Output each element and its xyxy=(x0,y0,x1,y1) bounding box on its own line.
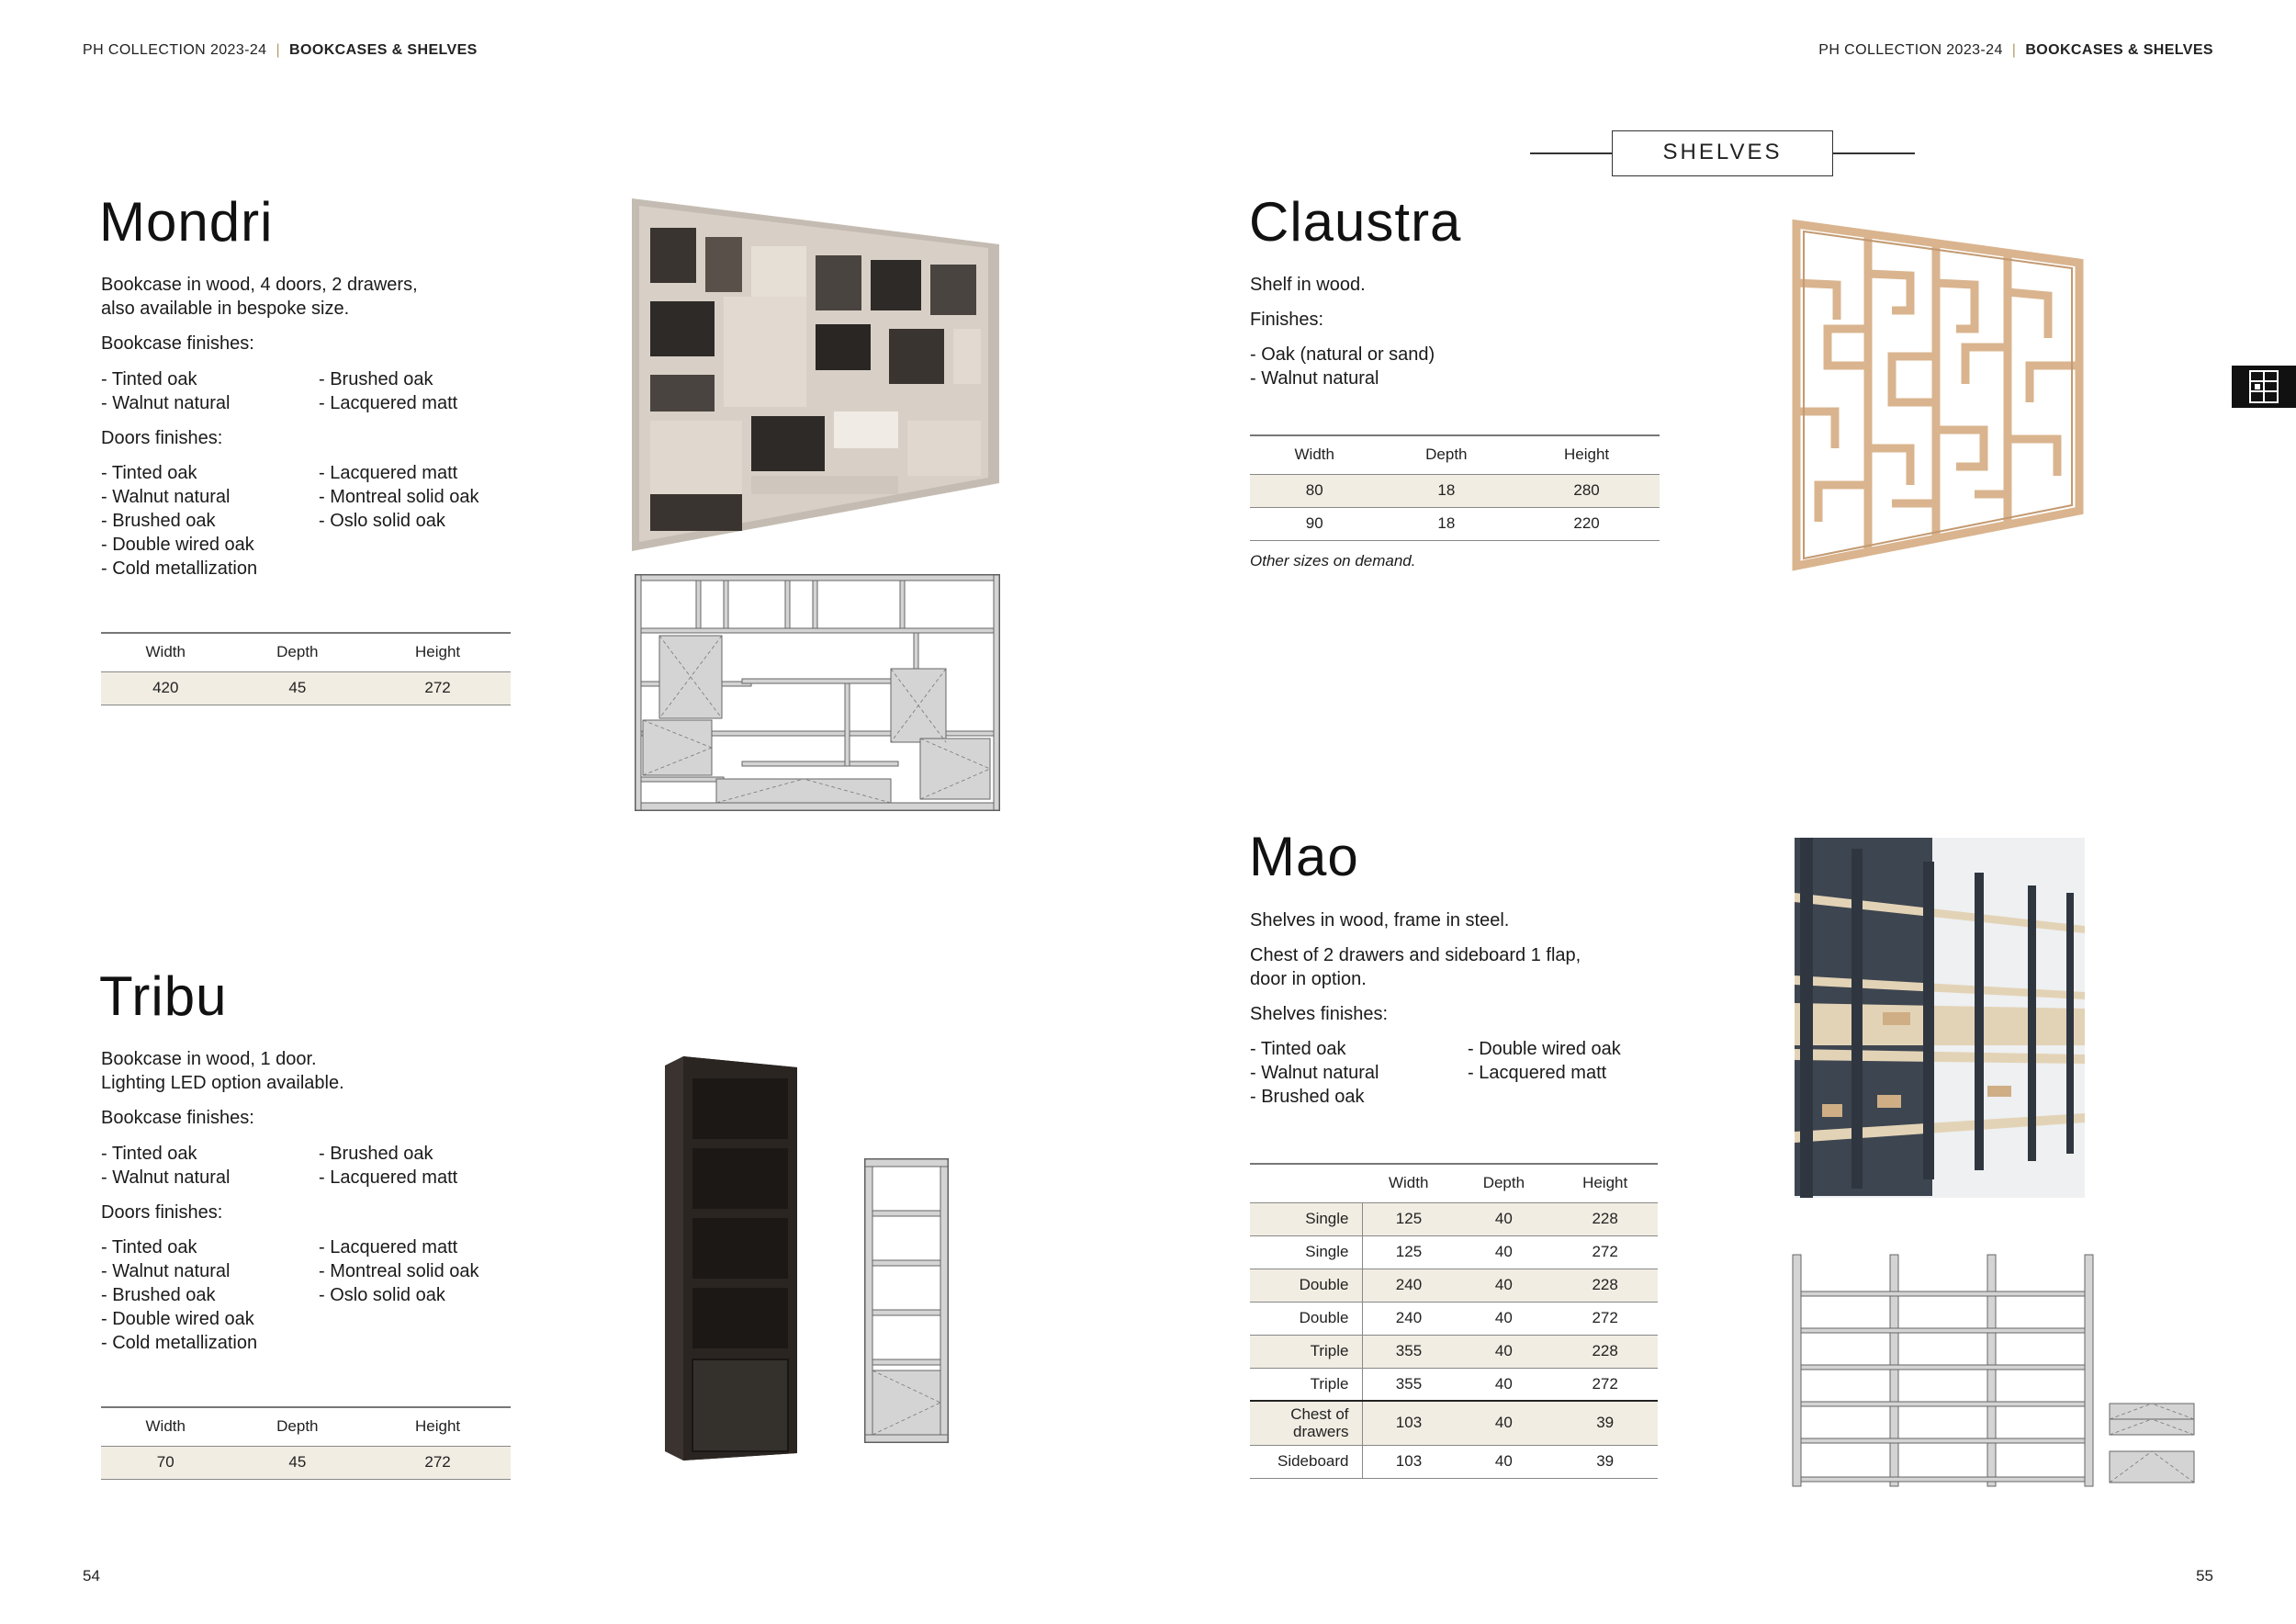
tribu-doors-heading: Doors finishes: xyxy=(101,1202,223,1223)
cell-depth: 40 xyxy=(1455,1269,1552,1302)
mondri-photo xyxy=(632,191,1001,551)
finish-item: - Oak (natural or sand) xyxy=(1250,344,1435,365)
mondri-bookcase-col1 xyxy=(101,367,230,415)
product-title-mao: Mao xyxy=(1249,826,1359,887)
header-depth: Depth xyxy=(231,1407,366,1446)
product-title-mondri: Mondri xyxy=(99,191,274,253)
cell-height: 220 xyxy=(1514,507,1660,540)
tribu-doors-col2 xyxy=(319,1235,479,1307)
header-width: Width xyxy=(101,1407,231,1446)
table-header-row xyxy=(101,633,511,671)
mondri-doors-col1 xyxy=(101,461,257,581)
cell-depth: 45 xyxy=(231,1446,366,1479)
bookcase-icon xyxy=(2232,366,2296,408)
description-line: Bookcase in wood, 1 door. xyxy=(101,1049,317,1069)
product-title-tribu: Tribu xyxy=(99,965,228,1027)
claustra-note: Other sizes on demand. xyxy=(1250,552,1416,570)
cell-type: Single xyxy=(1250,1235,1362,1269)
finish-item: - Oslo solid oak xyxy=(319,511,445,531)
tribu-bookcase-col1 xyxy=(101,1142,230,1190)
finish-item: - Lacquered matt xyxy=(319,1167,458,1188)
finish-item: - Walnut natural xyxy=(1250,1063,1379,1083)
table-row xyxy=(1250,1202,1658,1235)
running-header-right xyxy=(1818,42,2213,59)
description-line: Lighting LED option available. xyxy=(101,1073,344,1093)
section-tag: SHELVES xyxy=(1612,130,1833,176)
section-label: BOOKCASES & SHELVES xyxy=(2025,42,2213,58)
finish-item: - Walnut natural xyxy=(1250,368,1379,389)
cell-width: 240 xyxy=(1362,1302,1455,1335)
claustra-dimensions-table xyxy=(1250,434,1660,541)
finish-item: - Tinted oak xyxy=(101,369,197,389)
cell-width: 125 xyxy=(1362,1235,1455,1269)
cell-height: 228 xyxy=(1552,1269,1658,1302)
page-number-right: 55 xyxy=(2196,1567,2213,1585)
cell-width: 125 xyxy=(1362,1202,1455,1235)
finish-item: - Tinted oak xyxy=(101,1144,197,1164)
table-row xyxy=(101,1446,511,1479)
cell-depth: 45 xyxy=(231,671,366,705)
cell-depth: 18 xyxy=(1379,507,1514,540)
finish-item: - Lacquered matt xyxy=(319,463,458,483)
description-line: Chest of 2 drawers and sideboard 1 flap, xyxy=(1250,945,1581,965)
header-height: Height xyxy=(365,1407,511,1446)
table-header-row xyxy=(1250,435,1660,474)
cell-depth: 40 xyxy=(1455,1401,1552,1445)
tribu-bookcase-heading: Bookcase finishes: xyxy=(101,1108,254,1128)
cell-type: Double xyxy=(1250,1302,1362,1335)
cell-height: 272 xyxy=(1552,1302,1658,1335)
table-row xyxy=(1250,1445,1658,1478)
cell-depth: 18 xyxy=(1379,474,1514,507)
running-header-left xyxy=(83,42,478,59)
finish-item: - Tinted oak xyxy=(1250,1039,1346,1059)
header-height: Height xyxy=(365,633,511,671)
tribu-doors-col1 xyxy=(101,1235,257,1355)
cell-type: Chest of drawers xyxy=(1250,1401,1362,1445)
cell-type: Double xyxy=(1250,1269,1362,1302)
mao-description-2 xyxy=(1250,943,1581,991)
table-header-row xyxy=(101,1407,511,1446)
finish-item: - Montreal solid oak xyxy=(319,1261,479,1281)
finish-item: - Walnut natural xyxy=(101,393,231,413)
cell-height: 280 xyxy=(1514,474,1660,507)
mao-finishes-col2 xyxy=(1468,1037,1621,1085)
finish-item: - Walnut natural xyxy=(101,1261,231,1281)
cell-type: Single xyxy=(1250,1202,1362,1235)
finish-item: - Oslo solid oak xyxy=(319,1285,445,1305)
cell-height: 228 xyxy=(1552,1202,1658,1235)
cell-depth: 40 xyxy=(1455,1302,1552,1335)
finish-item: - Double wired oak xyxy=(101,535,254,555)
description-line: also available in bespoke size. xyxy=(101,299,350,319)
claustra-description: Shelf in wood. xyxy=(1250,275,1366,295)
cell-height: 39 xyxy=(1552,1401,1658,1445)
finish-item: - Brushed oak xyxy=(319,1144,433,1164)
claustra-photo xyxy=(1791,219,2085,571)
cell-height: 39 xyxy=(1552,1445,1658,1478)
table-row xyxy=(1250,1368,1658,1401)
table-row xyxy=(1250,507,1660,540)
finish-item: - Tinted oak xyxy=(101,1237,197,1257)
cell-width: 90 xyxy=(1250,507,1379,540)
header-depth: Depth xyxy=(1455,1164,1552,1202)
finish-item: - Cold metallization xyxy=(101,1333,258,1353)
claustra-finishes xyxy=(1250,343,1435,390)
product-title-claustra: Claustra xyxy=(1249,191,1462,253)
table-header-row xyxy=(1250,1164,1658,1202)
finish-item: - Lacquered matt xyxy=(1468,1063,1607,1083)
header-type xyxy=(1250,1164,1362,1202)
finish-item: - Double wired oak xyxy=(101,1309,254,1329)
collection-label: PH COLLECTION 2023-24 xyxy=(1818,42,2003,58)
mao-finishes-col1 xyxy=(1250,1037,1379,1109)
tribu-photo xyxy=(665,1056,799,1464)
table-row xyxy=(1250,1269,1658,1302)
header-height: Height xyxy=(1552,1164,1658,1202)
table-row xyxy=(101,671,511,705)
finish-item: - Montreal solid oak xyxy=(319,487,479,507)
page-number-left: 54 xyxy=(83,1567,100,1585)
finish-item: - Walnut natural xyxy=(101,487,231,507)
table-row xyxy=(1250,1302,1658,1335)
finish-item: - Walnut natural xyxy=(101,1167,231,1188)
finish-item: - Brushed oak xyxy=(319,369,433,389)
cell-type: Triple xyxy=(1250,1335,1362,1368)
finish-item: - Double wired oak xyxy=(1468,1039,1621,1059)
header-width: Width xyxy=(101,633,231,671)
cell-depth: 40 xyxy=(1455,1335,1552,1368)
mondri-bookcase-heading: Bookcase finishes: xyxy=(101,333,254,354)
mondri-doors-heading: Doors finishes: xyxy=(101,428,223,448)
cell-depth: 40 xyxy=(1455,1445,1552,1478)
claustra-finishes-heading: Finishes: xyxy=(1250,310,1324,330)
header-height: Height xyxy=(1514,435,1660,474)
tribu-bookcase-col2 xyxy=(319,1142,457,1190)
finish-item: - Lacquered matt xyxy=(319,1237,458,1257)
mondri-drawing xyxy=(634,573,1001,814)
cell-depth: 40 xyxy=(1455,1202,1552,1235)
cell-height: 272 xyxy=(1552,1235,1658,1269)
finish-item: - Brushed oak xyxy=(101,1285,216,1305)
cell-type: Sideboard xyxy=(1250,1445,1362,1478)
description-line: door in option. xyxy=(1250,969,1367,989)
side-tab[interactable] xyxy=(2232,366,2296,408)
cell-height: 272 xyxy=(1552,1368,1658,1401)
section-label: BOOKCASES & SHELVES xyxy=(289,42,478,58)
tag-line-right xyxy=(1832,152,1915,154)
tribu-description xyxy=(101,1047,344,1095)
finish-item: - Brushed oak xyxy=(1250,1087,1365,1107)
mondri-dimensions-table xyxy=(101,632,511,705)
cell-height: 228 xyxy=(1552,1335,1658,1368)
header-depth: Depth xyxy=(231,633,366,671)
mao-dimensions-table xyxy=(1250,1163,1658,1479)
mondri-bookcase-col2 xyxy=(319,367,457,415)
cell-type: Triple xyxy=(1250,1368,1362,1401)
finish-item: - Brushed oak xyxy=(101,511,216,531)
mao-photo xyxy=(1795,838,2085,1198)
mao-drawing xyxy=(1791,1253,2096,1488)
tribu-dimensions-table xyxy=(101,1406,511,1480)
mondri-doors-col2 xyxy=(319,461,479,533)
table-row xyxy=(1250,1335,1658,1368)
cell-width: 70 xyxy=(101,1446,231,1479)
description-line: Bookcase in wood, 4 doors, 2 drawers, xyxy=(101,275,418,295)
header-separator: | xyxy=(2011,42,2017,58)
cell-width: 240 xyxy=(1362,1269,1455,1302)
header-depth: Depth xyxy=(1379,435,1514,474)
tribu-drawing xyxy=(863,1157,950,1448)
table-row xyxy=(1250,474,1660,507)
finish-item: - Tinted oak xyxy=(101,463,197,483)
cell-width: 103 xyxy=(1362,1445,1455,1478)
cell-width: 420 xyxy=(101,671,231,705)
cell-width: 103 xyxy=(1362,1401,1455,1445)
cell-width: 80 xyxy=(1250,474,1379,507)
mao-chest-sideboard-drawing xyxy=(2108,1402,2196,1484)
cell-height: 272 xyxy=(365,671,511,705)
header-width: Width xyxy=(1250,435,1379,474)
table-row xyxy=(1250,1235,1658,1269)
header-separator: | xyxy=(276,42,281,58)
mao-description-1: Shelves in wood, frame in steel. xyxy=(1250,910,1510,930)
finish-item: - Cold metallization xyxy=(101,558,258,579)
tag-line-left xyxy=(1530,152,1613,154)
cell-depth: 40 xyxy=(1455,1368,1552,1401)
header-width: Width xyxy=(1362,1164,1455,1202)
mao-finishes-heading: Shelves finishes: xyxy=(1250,1004,1389,1024)
cell-width: 355 xyxy=(1362,1368,1455,1401)
finish-item: - Lacquered matt xyxy=(319,393,458,413)
mondri-description xyxy=(101,273,418,321)
table-row xyxy=(1250,1401,1658,1445)
cell-height: 272 xyxy=(365,1446,511,1479)
cell-width: 355 xyxy=(1362,1335,1455,1368)
cell-depth: 40 xyxy=(1455,1235,1552,1269)
collection-label: PH COLLECTION 2023-24 xyxy=(83,42,267,58)
